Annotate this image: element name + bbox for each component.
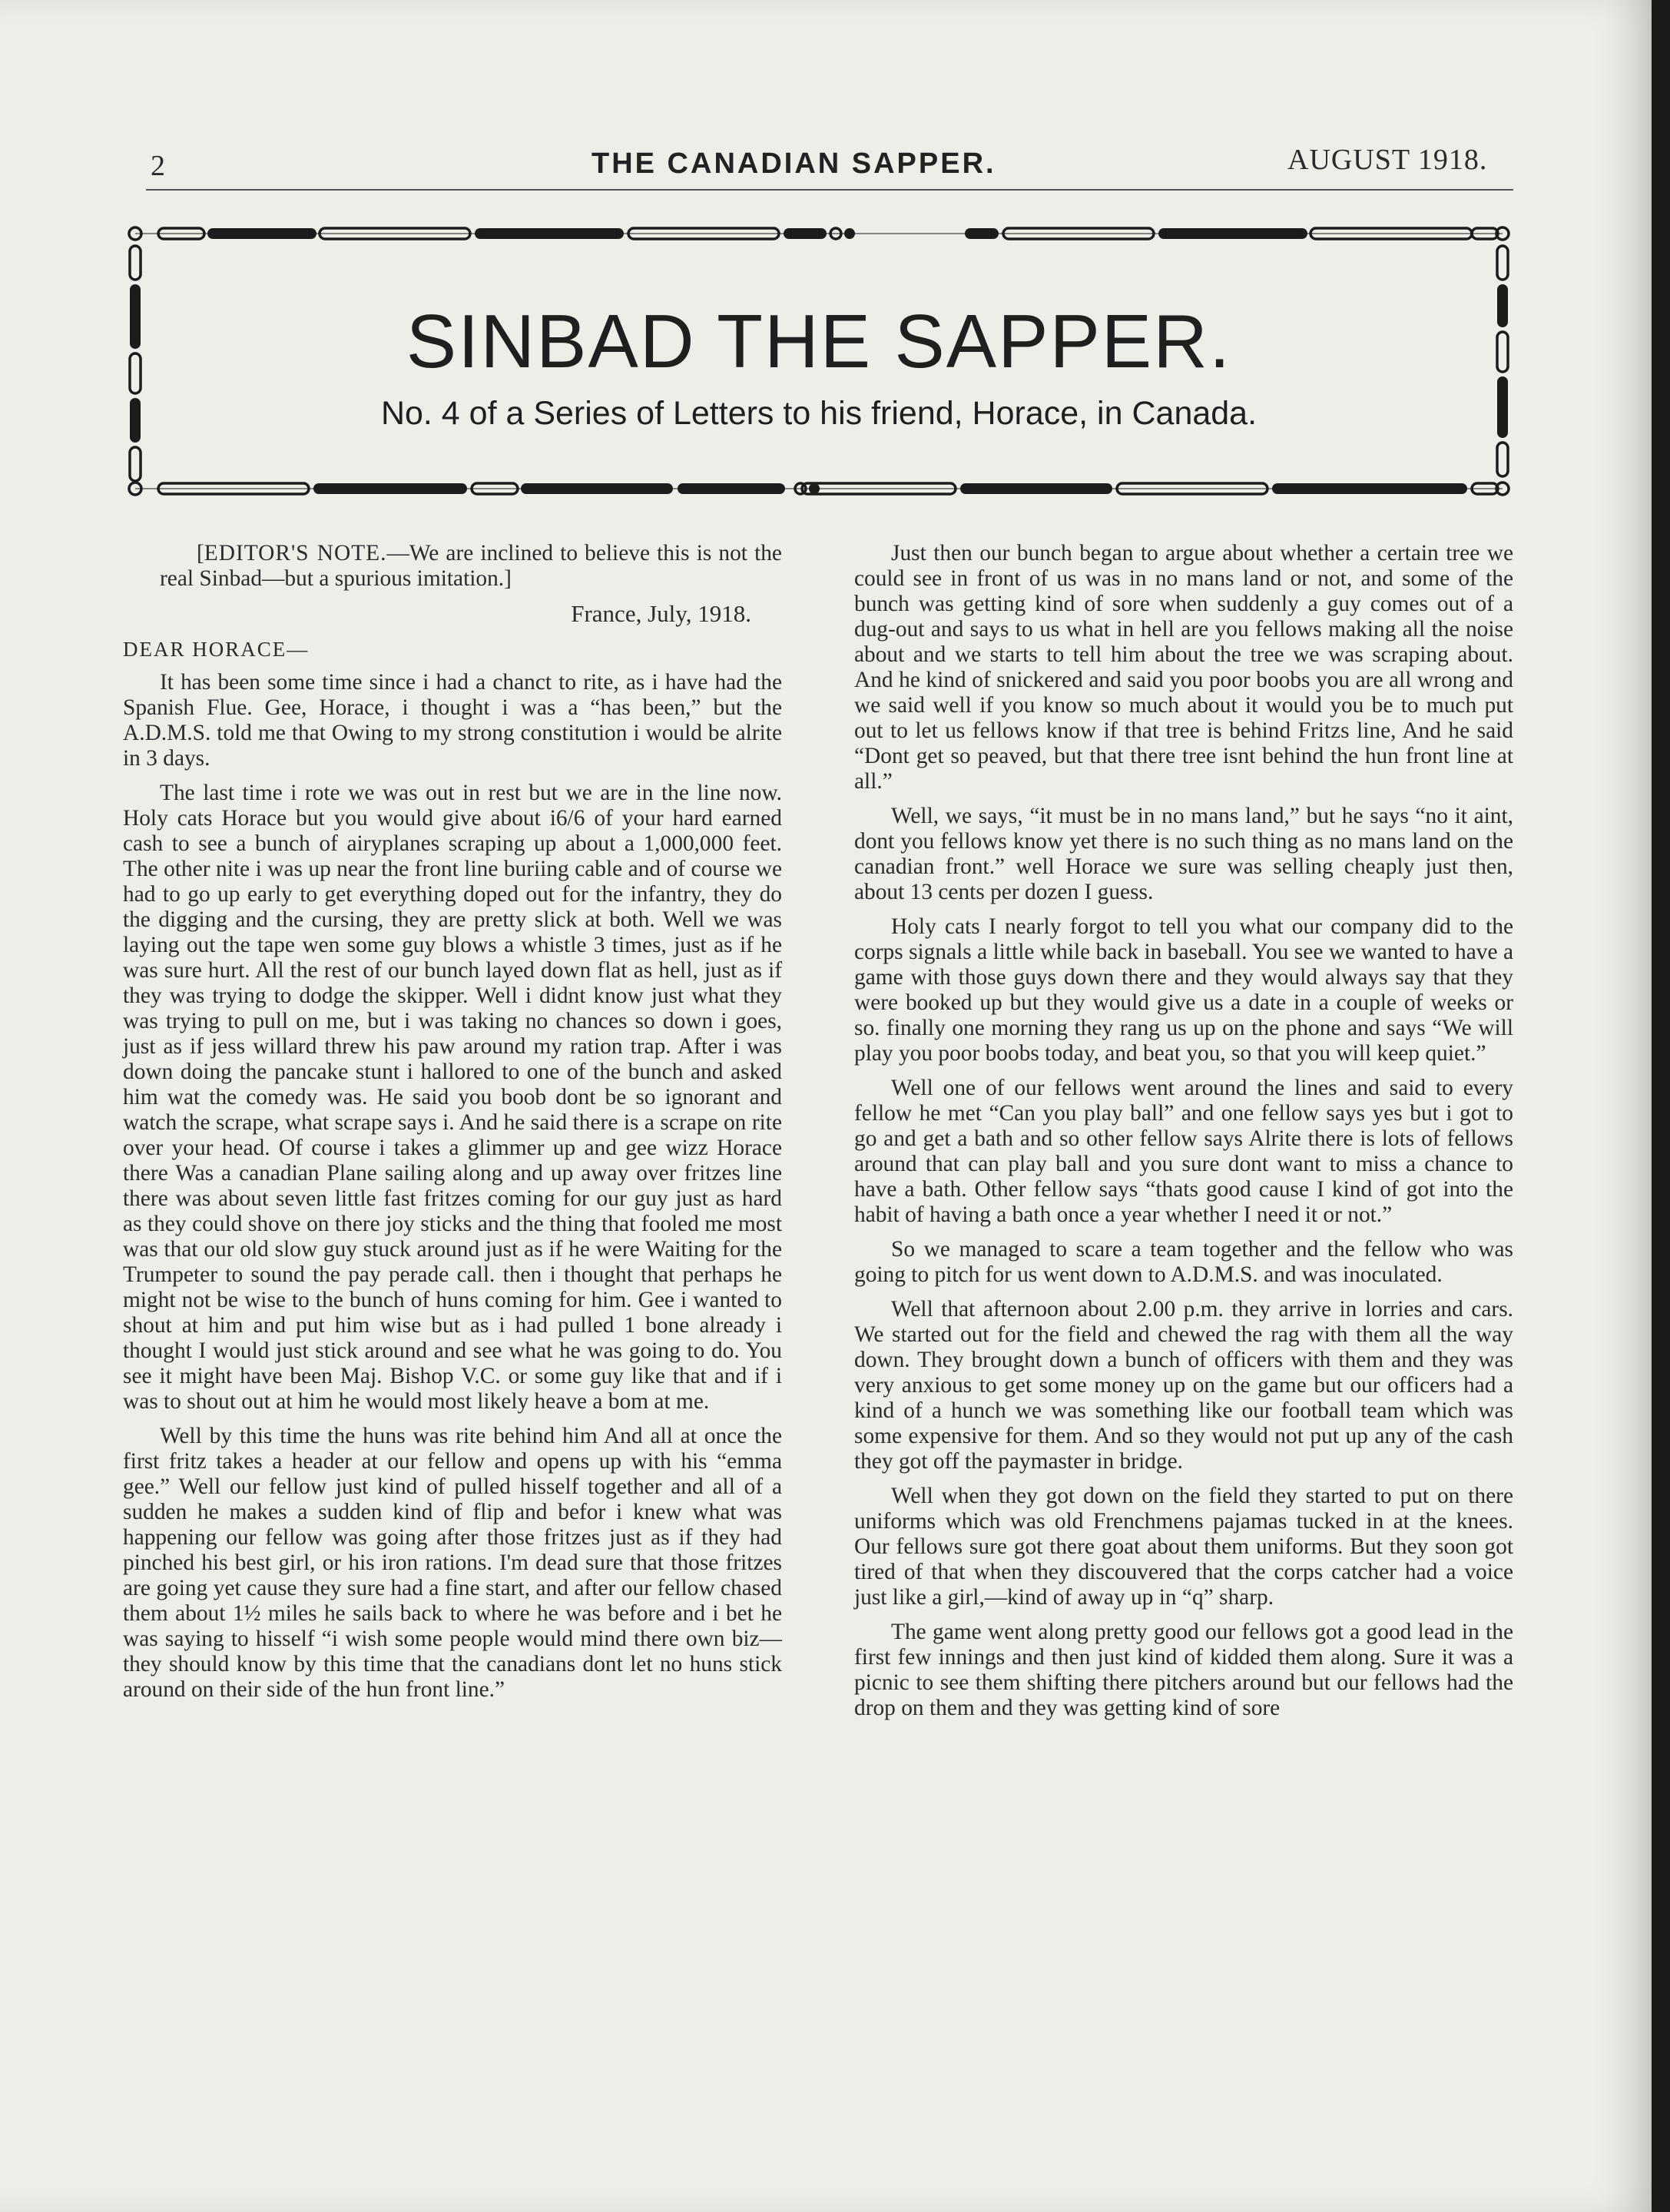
article-subtitle: No. 4 of a Series of Letters to his friend, Horace, in Canada. bbox=[380, 395, 1257, 432]
left-column bbox=[123, 541, 782, 1712]
header-rule bbox=[146, 189, 1513, 191]
title-frame bbox=[124, 224, 1513, 498]
editors-note-label: EDITOR'S NOTE. bbox=[204, 541, 387, 565]
issue-date: AUGUST 1918. bbox=[1287, 144, 1488, 176]
editors-note-text: —We are inclined to believe this is not the real Sinbad—but a spurious imitation.] bbox=[160, 541, 782, 591]
paragraph: Well that afternoon about 2.00 p.m. they arrive in lorries and cars. We started out for the field and chewed the rag with them all the way down. They brought down a bunch of officers with them and they was very anxious to get some money up on the game but our officers had a kind of a hunch we was something like our football team which was some expensive for them. And so they would not put up any of the cash they got off the paymaster in bridge. bbox=[854, 1297, 1513, 1474]
dateline: France, July, 1918. bbox=[571, 600, 751, 627]
paragraph: It has been some time since i had a chanct to rite, as i have had the Spanish Flue. Gee, Horace, i thought i was a “has been,” but the A.D.M.S. told me that Owing to my strong constitution i would be alrite in 3 days. bbox=[123, 670, 782, 771]
paragraph: Well one of our fellows went around the lines and said to every fellow he met “Can you play ball” and one fellow says yes but i got to go and get a bath and so other fellow says Alrite there is lots of fellows around that can play ball and you sure dont want to miss a chance to have a bath. Other fellow says “thats good cause I kind of got into the habit of having a bath once a year whether I need it or not.” bbox=[854, 1076, 1513, 1227]
paragraph: Well when they got down on the field they started to put on there uniforms which was old Frenchmens pajamas tucked in at the knees. Our fellows sure got there goat about them uniforms. But they soon got tired of that when they discouvered that the corps catcher had a voice just like a girl,—kind of away up in “q” sharp. bbox=[854, 1484, 1513, 1610]
page-number: 2 bbox=[151, 150, 165, 182]
paragraph: The game went along pretty good our fellows got a good lead in the first few innings and then just kind of kidded them along. Sure it was a picnic to see them shifting there pitchers around but our fellows had the drop on them and they was getting kind of sore bbox=[854, 1620, 1513, 1720]
publication-title: THE CANADIAN SAPPER. bbox=[591, 148, 996, 180]
right-column bbox=[854, 541, 1513, 1730]
salutation: DEAR HORACE— bbox=[123, 638, 310, 661]
paragraph: The last time i rote we was out in rest but we are in the line now. Holy cats Horace but you would give about i6/6 of your hard earned cash to see a bunch of airyplanes scraping up about a 1,000,000 feet. The other nite i was up near the front line buriing cable and of course we had to go up early to get everything doped out for the infantry, they do the digging and the cursing, they are pretty slick at both. Well we was laying out the tape wen some guy blows a whistle 3 times, just as if he was sure hurt. All the rest of our bunch layed down flat as hell, just as if they was trying to dodge the skipper. Well i didnt know just what they was trying to pull on me, but i was taking no chances so down i goes, just as if jess willard threw his paw around my ration trap. After i was down doing the pancake stunt i hallored to one of the bunch and asked him wat the comedy was. He said you boob dont be so ignorant and watch the scrape, what scrape says i. And he said there is a scrape on rite over your head. Of course i takes a glimmer up and gee wizz Horace there Was a canadian Plane sailing along and up away over fritzes line there was about seven little fast fritzes coming for our guy just as hard as they could shove on there joy sticks and the thing that fooled me most was that our old slow guy stuck around just as if he were Waiting for the Trumpeter to sound the pay perade call. then i thought that perhaps he might not be wise to the bunch of huns coming for him. Gee i wanted to shout at him and put him wise but as i had pulled 1 bone already i thought I would just stick around and see what he was going to do. You see it might have been Maj. Bishop V.C. or some guy like that and if i was to shout out at him he would most likely heave a bom at me. bbox=[123, 781, 782, 1414]
paragraph: So we managed to scare a team together and the fellow who was going to pitch for us went down to A.D.M.S. and was inoculated. bbox=[854, 1237, 1513, 1287]
article-title: SINBAD THE SAPPER. bbox=[406, 299, 1232, 383]
paragraph: Well, we says, “it must be in no mans land,” but he says “no it aint, dont you fellows know yet there is no such thing as no mans land on the canadian front.” well Horace we sure was selling cheaply just then, about 13 cents per dozen I guess. bbox=[854, 804, 1513, 904]
editors-note: [EDITOR'S NOTE.—We are inclined to believe this is not the real Sinbad—but a spurious imitation.] bbox=[160, 541, 782, 591]
paragraph: Holy cats I nearly forgot to tell you what our company did to the corps signals a little while back in baseball. You see we wanted to have a game with those guys down there and they would always say that they were booked up but they would give us a date in a couple of weeks or so. finally one morning they rang us up on the phone and says “We will play you poor boobs today, and beat you, so that you will keep quiet.” bbox=[854, 914, 1513, 1066]
paragraph: Well by this time the huns was rite behind him And all at once the first fritz takes a header at our fellow and opens up with his “emma gee.” Well our fellow just kind of pulled hisself together and all of a sudden he makes a sudden kind of flip and befor i knew what was happening our fellow was going after those fritzes just as if they had pinched his best girl, or his iron rations. I'm dead sure that those fritzes are going yet cause they sure had a fine start, and after our fellow chased them about 1½ miles he sails back to where he was before and i bet he was saying to hisself “i wish some people would mind there own biz—they should know by this time that the canadians dont let no huns stick around on their side of the hun front line.” bbox=[123, 1424, 782, 1702]
paragraph: Just then our bunch began to argue about whether a certain tree we could see in front of us was in no mans land or not, and some of the bunch was getting kind of sore when suddenly a guy comes out of a dug-out and says to us what in hell are you fellows making all the noise about and we starts to tell him about the tree we was scraping about. And he kind of snickered and said you poor boobs you are all wrong and we said well if you know so much about it would you be to much put out to let us fellows know if that tree is behind Fritzs line, And he said “Dont get so peaved, but that there tree isnt behind the hun front line at all.” bbox=[854, 541, 1513, 794]
